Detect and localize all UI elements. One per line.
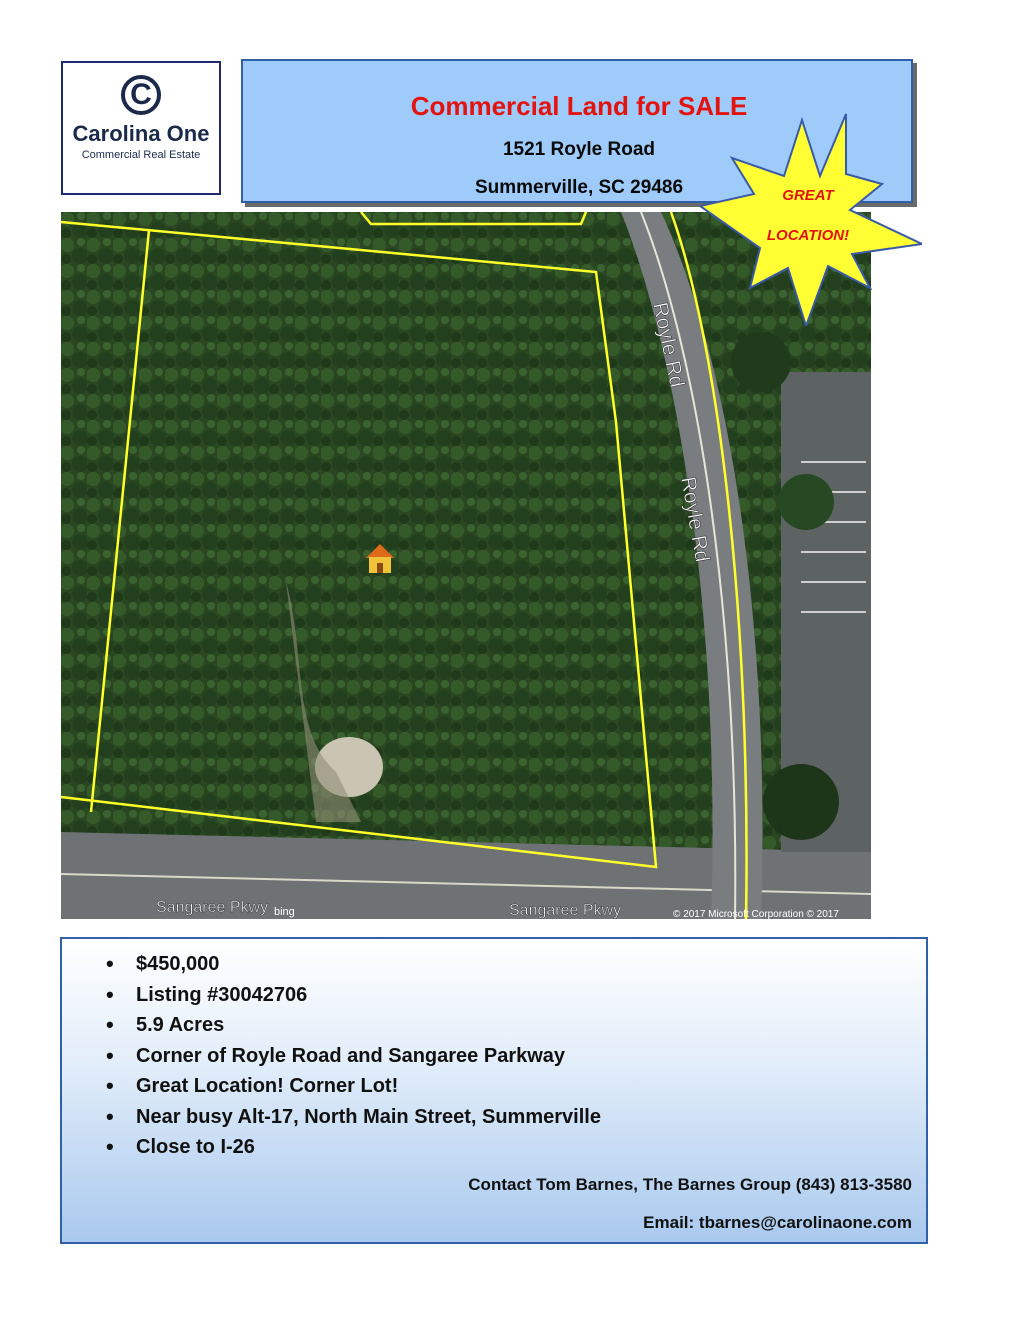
- logo-company-name: Carolina One: [72, 121, 210, 146]
- list-item: • Near busy Alt-17, North Main Street, Summerville: [106, 1102, 601, 1133]
- map-road-label-2: Royle Rd: [676, 474, 714, 564]
- list-item: • Listing #30042706: [106, 980, 601, 1011]
- page-title: Commercial Land for SALE: [410, 91, 748, 121]
- list-item: • Great Location! Corner Lot!: [106, 1071, 601, 1102]
- map-street-label-2: Sangaree Pkwy: [509, 902, 622, 919]
- details-list: [106, 949, 601, 1163]
- list-item: • 5.9 Acres: [106, 1010, 601, 1041]
- badge-line-2: LOCATION!: [766, 227, 850, 244]
- map-street-label-1: Sangaree Pkwy: [156, 899, 269, 916]
- contact-email: Email: tbarnes@carolinaone.com: [643, 1213, 912, 1232]
- address-city: Summerville, SC 29486: [474, 177, 684, 198]
- list-item: • $450,000: [106, 949, 601, 980]
- map-copyright: © 2017 Microsoft Corporation © 2017: [673, 909, 839, 919]
- address-street: 1521 Royle Road: [502, 139, 656, 160]
- great-location-badge: [700, 112, 922, 326]
- bing-watermark: bing: [274, 906, 295, 918]
- map-road-label-1: Royle Rd: [648, 300, 689, 390]
- listing-details: [60, 937, 928, 1244]
- badge-line-1: GREAT: [782, 187, 834, 204]
- contact-line: Contact Tom Barnes, The Barnes Group (843) 813-3580: [468, 1175, 912, 1194]
- list-item: • Close to I-26: [106, 1132, 601, 1163]
- company-logo: [61, 61, 221, 195]
- logo-subtitle: Commercial Real Estate: [81, 149, 201, 161]
- list-item: • Corner of Royle Road and Sangaree Parkway: [106, 1041, 601, 1072]
- copyright-c-icon: C: [121, 75, 161, 115]
